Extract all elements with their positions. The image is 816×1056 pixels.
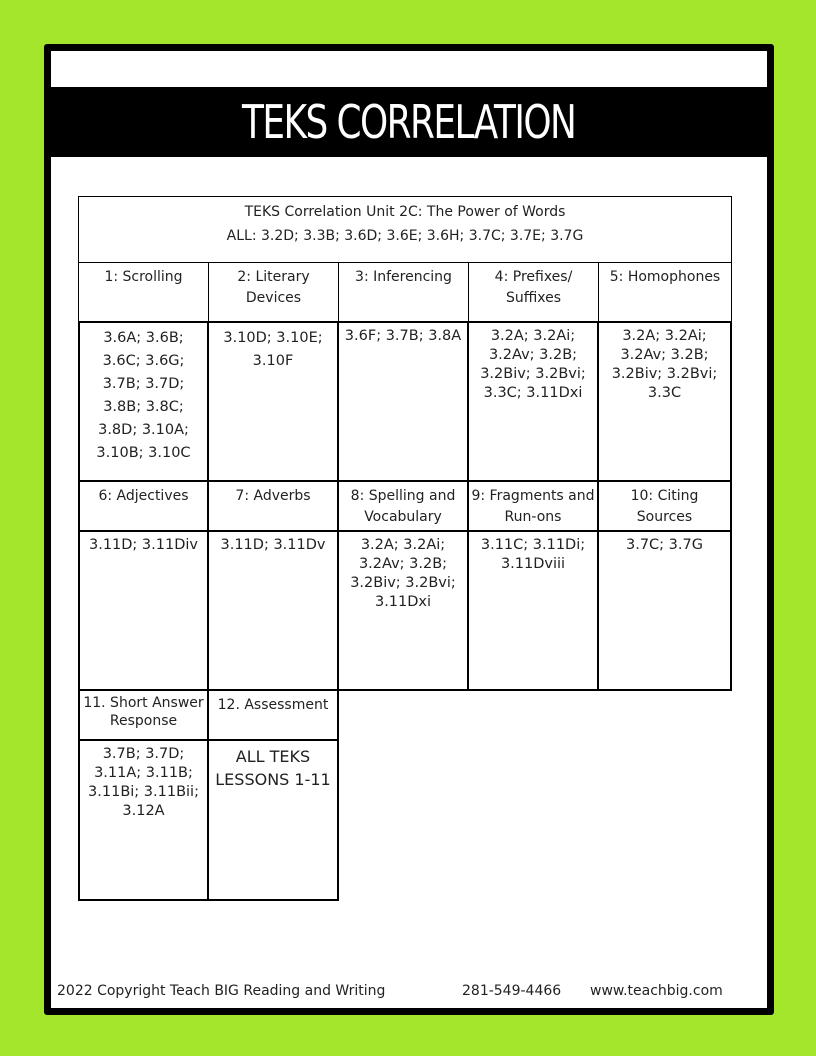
lesson-header: 3: Inferencing: [338, 262, 469, 323]
lesson-header: 1: Scrolling: [78, 262, 209, 323]
table-title-cell: [78, 196, 732, 263]
lesson-header: 6: Adjectives: [78, 480, 209, 532]
lesson-header: 5: Homophones: [598, 262, 732, 323]
phone-number: 281-549-4466: [462, 983, 562, 999]
table-title: TEKS Correlation Unit 2C: The Power of Words: [244, 204, 566, 220]
lesson-standards: 3.7C; 3.7G: [597, 530, 732, 691]
lesson-standards: 3.11C; 3.11Di; 3.11Dviii: [467, 530, 599, 691]
lesson-standards: 3.2A; 3.2Ai; 3.2Av; 3.2B; 3.2Biv; 3.2Bvi; 3.3C; 3.11Dxi: [467, 321, 599, 482]
title-banner: [51, 87, 767, 157]
teks-table: [78, 196, 732, 901]
lesson-standards: 3.6F; 3.7B; 3.8A: [337, 321, 469, 482]
page-title: TEKS CORRELATION: [242, 95, 576, 149]
all-standards: ALL: 3.2D; 3.3B; 3.6D; 3.6E; 3.6H; 3.7C; 3.7E; 3.7G: [226, 228, 584, 244]
lesson-header: 12. Assessment: [207, 689, 339, 741]
copyright-text: 2022 Copyright Teach BIG Reading and Writing: [57, 983, 386, 999]
lesson-standards: 3.6A; 3.6B; 3.6C; 3.6G; 3.7B; 3.7D; 3.8B; 3.8C; 3.8D; 3.10A; 3.10B; 3.10C: [78, 321, 209, 482]
lesson-standards: ALL TEKS LESSONS 1-11: [207, 739, 339, 901]
lesson-standards: 3.2A; 3.2Ai; 3.2Av; 3.2B; 3.2Biv; 3.2Bvi; 3.3C: [597, 321, 732, 482]
website-link: www.teachbig.com: [590, 983, 723, 999]
lesson-header: 8: Spelling and Vocabulary: [337, 480, 469, 532]
lesson-header: 11. Short Answer Response: [78, 689, 209, 741]
lesson-standards: 3.10D; 3.10E; 3.10F: [207, 321, 339, 482]
lesson-header: 7: Adverbs: [207, 480, 339, 532]
lesson-standards: 3.7B; 3.7D; 3.11A; 3.11B; 3.11Bi; 3.11Bii; 3.12A: [78, 739, 209, 901]
lesson-header: 2: Literary Devices: [208, 262, 339, 323]
lesson-header: 4: Prefixes/ Suffixes: [468, 262, 599, 323]
lesson-standards: 3.11D; 3.11Dv: [207, 530, 339, 691]
document-page: [44, 44, 774, 1015]
lesson-standards: 3.2A; 3.2Ai; 3.2Av; 3.2B; 3.2Biv; 3.2Bvi; 3.11Dxi: [337, 530, 469, 691]
lesson-header: 10: Citing Sources: [597, 480, 732, 532]
lesson-header: 9: Fragments and Run-ons: [467, 480, 599, 532]
lesson-standards: 3.11D; 3.11Div: [78, 530, 209, 691]
